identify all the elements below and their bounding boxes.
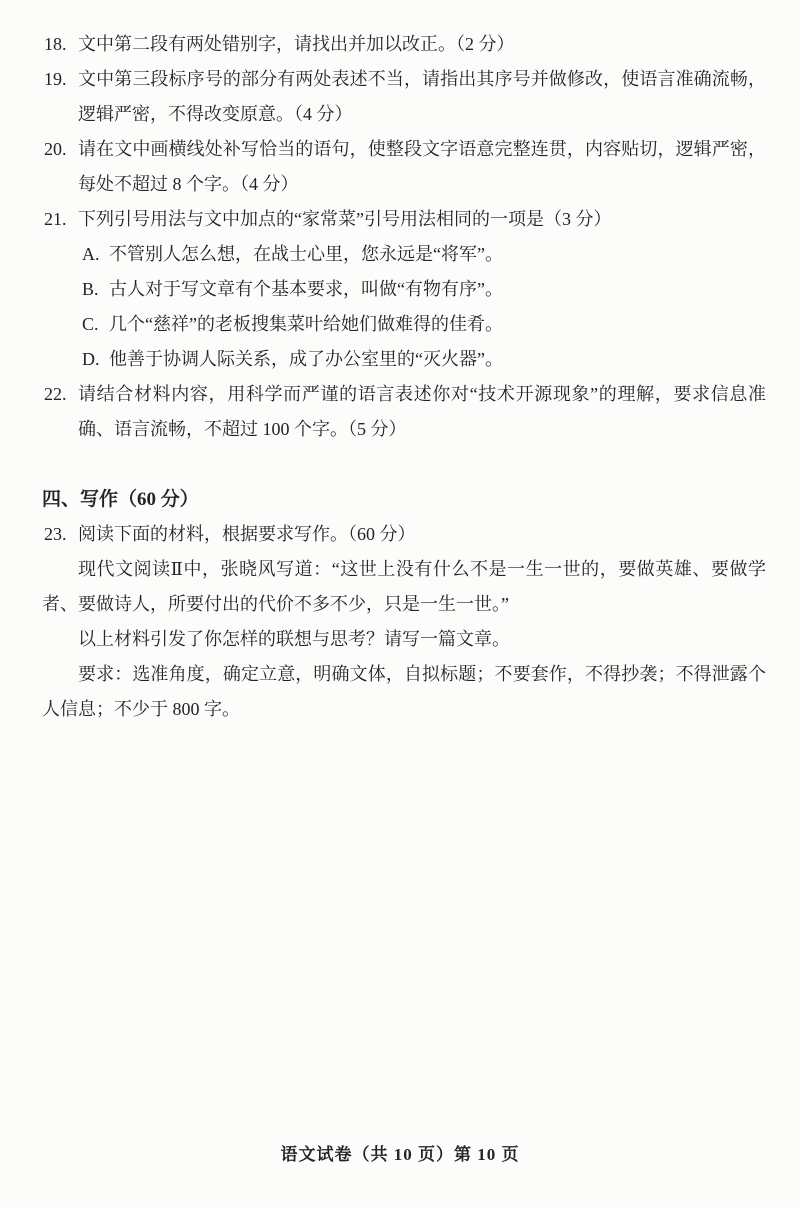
question-19 (42, 62, 766, 132)
question-18-text: 文中第二段有两处错别字，请找出并加以改正。（2 分） (78, 34, 515, 54)
question-23-number: 23. (44, 524, 67, 544)
question-21-options (82, 237, 766, 377)
question-20 (42, 132, 766, 202)
question-23 (42, 517, 766, 552)
section-heading-writing: 四、写作（60 分） (42, 489, 199, 510)
question-21 (42, 202, 766, 237)
option-d-text: 他善于协调人际关系，成了办公室里的“灭火器”。 (109, 349, 503, 369)
question-19-number: 19. (44, 69, 67, 89)
option-c (82, 307, 766, 342)
question-19-text: 文中第三段标序号的部分有两处表述不当，请指出其序号并做修改，使语言准确流畅，逻辑严密，不得改变原意。（4 分） (78, 69, 766, 124)
option-b-text: 古人对于写文章有个基本要求，叫做“有物有序”。 (109, 279, 503, 299)
question-23-text: 阅读下面的材料，根据要求写作。（60 分） (78, 524, 416, 544)
question-22-number: 22. (44, 384, 67, 404)
question-23-requirements: 要求：选准角度，确定立意，明确文体，自拟标题；不要套作，不得抄袭；不得泄露个人信息；不少于 800 字。 (42, 664, 766, 719)
question-20-number: 20. (44, 139, 67, 159)
question-20-text: 请在文中画横线处补写恰当的语句，使整段文字语意完整连贯，内容贴切，逻辑严密，每处不超过 8 个字。（4 分） (78, 139, 766, 194)
question-23-prompt: 以上材料引发了你怎样的联想与思考？请写一篇文章。 (78, 629, 510, 649)
question-18-number: 18. (44, 34, 67, 54)
question-18 (42, 27, 766, 62)
option-d (82, 342, 766, 377)
question-22-text: 请结合材料内容，用科学而严谨的语言表述你对“技术开源现象”的理解，要求信息准确、语言流畅，不超过 100 个字。（5 分） (78, 384, 766, 439)
option-a-text: 不管别人怎么想，在战士心里，您永远是“将军”。 (109, 244, 503, 264)
option-b-label: B. (82, 279, 99, 299)
page-footer: 语文试卷（共 10 页）第 10 页 (280, 1145, 520, 1164)
option-a (82, 237, 766, 272)
question-22 (42, 377, 766, 447)
option-c-text: 几个“慈祥”的老板搜集菜叶给她们做难得的佳肴。 (109, 314, 503, 334)
question-21-number: 21. (44, 209, 67, 229)
question-21-text: 下列引号用法与文中加点的“家常菜”引号用法相同的一项是（3 分） (78, 209, 612, 229)
question-23-material: 现代文阅读Ⅱ中，张晓风写道：“这世上没有什么不是一生一世的，要做英雄、要做学者、要做诗人，所要付出的代价不多不少，只是一生一世。” (42, 559, 766, 614)
option-d-label: D. (82, 349, 100, 369)
option-b (82, 272, 766, 307)
option-a-label: A. (82, 244, 100, 264)
option-c-label: C. (82, 314, 99, 334)
